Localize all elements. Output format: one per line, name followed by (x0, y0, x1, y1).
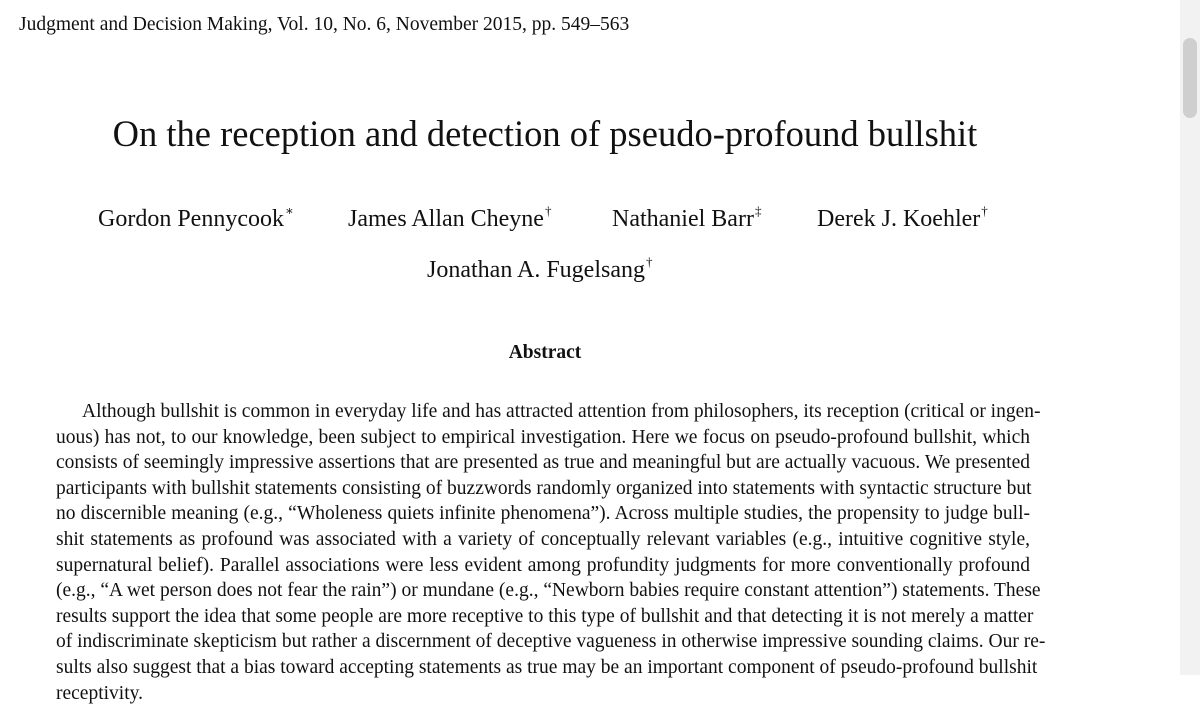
abstract-line: receptivity. (56, 682, 143, 704)
abstract-line: no discernible meaning (e.g., “Wholeness quiets infinite phenomena”). Across multiple studies, the propensity to judge bull- (56, 503, 1030, 525)
abstract-line: shit statements as profound was associated with a variety of conceptually relevant variables (e.g., intuitive cognitive style, (56, 528, 1030, 550)
author-name: James Allan Cheyne (348, 206, 544, 232)
abstract-line: Although bullshit is common in everyday life and has attracted attention from philosophers, its reception (critical or ingen- (82, 401, 1041, 422)
abstract-line: uous) has not, to our knowledge, been subject to empirical investigation. Here we focus on pseudo-profound bullshit, which (56, 426, 1030, 448)
affiliation-mark: † (981, 203, 988, 218)
author-3 (612, 203, 761, 233)
abstract-line: sults also suggest that a bias toward accepting statements as true may be an important component of pseudo-profound bullshit (56, 656, 1038, 678)
affiliation-mark: ‡ (754, 203, 762, 218)
author-name: Gordon Pennycook (98, 206, 284, 232)
abstract-heading: Abstract (508, 342, 582, 363)
affiliation-mark: † (544, 203, 552, 218)
scrollbar[interactable] (1180, 0, 1200, 675)
journal-citation: Judgment and Decision Making, Vol. 10, No. 6, November 2015, pp. 549–563 (19, 14, 630, 35)
affiliation-mark: ∗ (284, 203, 294, 218)
author-4 (817, 203, 988, 233)
author-name: Derek J. Koehler (817, 206, 981, 232)
author-name: Jonathan A. Fugelsang (427, 257, 645, 283)
abstract-line: supernatural belief). Parallel associations were less evident among profundity judgments for more conventionally profound (56, 554, 1030, 576)
author-1 (98, 203, 294, 233)
author-2 (348, 203, 551, 233)
abstract-body (56, 399, 1046, 706)
abstract-line: (e.g., “A wet person does not fear the rain”) or mundane (e.g., “Newborn babies require constant attention”) statements. These (56, 580, 1041, 602)
abstract-line: participants with bullshit statements consisting of buzzwords randomly organized into statements with syntactic structure but (56, 477, 1032, 499)
scrollbar-thumb[interactable] (1183, 38, 1197, 118)
abstract-line: consists of seemingly impressive assertions that are presented as true and meaningful but are actually vacuous. We presented (56, 452, 1030, 474)
author-list (0, 203, 1180, 283)
author-name: Nathaniel Barr (612, 206, 754, 232)
abstract-line: of indiscriminate skepticism but rather a discernment of deceptive vagueness in otherwise impressive sounding claims. Our re- (56, 631, 1046, 653)
affiliation-mark: † (645, 254, 653, 269)
abstract-line: results support the idea that some people are more receptive to this type of bullshit and that detecting it is not merely a matter (56, 605, 1034, 627)
author-5 (427, 254, 652, 284)
paper-title: On the reception and detection of pseudo-profound bullshit (112, 113, 978, 154)
